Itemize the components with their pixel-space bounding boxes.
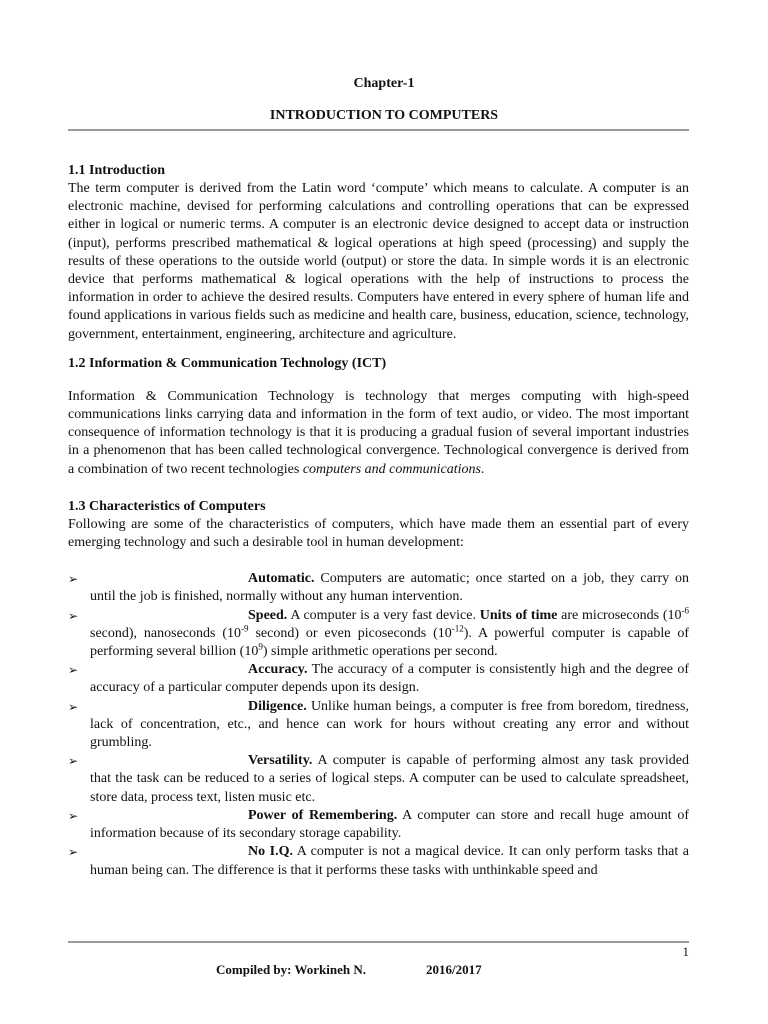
item-text: second) or even picoseconds (10 [255,625,452,641]
superscript: -9 [241,623,249,634]
section-introduction [68,162,689,344]
item-text: second), nanoseconds (10 [90,625,242,641]
item-text: ) simple arithmetic operations per second. [262,644,498,660]
list-item [68,843,689,879]
arrow-bullet-icon: ➢ [68,808,79,823]
item-term: Diligence. [248,698,307,714]
item-text: A computer is not a magical device. It can only perform tasks that a human being can. The difference is that it performs these tasks with unthinkable speed and [90,844,690,878]
item-term: Accuracy. [248,662,308,678]
footer-credits [216,962,482,978]
paragraph-text-end: . [480,461,485,477]
characteristics-list [68,570,689,879]
item-text: are microseconds (10 [561,607,682,623]
compiled-by: Compiled by: Workineh N. [216,962,367,977]
section-heading: 1.3 Characteristics of Computers [68,498,266,514]
item-text: A computer is a very fast device. [290,607,476,623]
superscript: 9 [258,641,263,652]
arrow-bullet-icon: ➢ [68,754,79,769]
item-text: Computers are automatic; once started on a job, they carry on until the job is finished, normally without any human intervention. [90,571,690,605]
paragraph [68,388,689,479]
section-heading: 1.2 Information & Communication Technology (ICT) [68,355,387,371]
academic-year: 2016/2017 [426,962,482,977]
paragraph: Following are some of the characteristics of computers, which have made them an essential part of every emerging technology and such a desirable tool in human development: [68,516,689,551]
item-text: Unlike human beings, a computer is free from boredom, tiredness, lack of concentration, etc., and hence can work for hours without creating any error and without grumbling. [90,698,689,751]
item-text: ). A powerful computer is capable of performing several billion (10 [90,625,690,660]
list-item [68,807,689,843]
item-text: A computer is capable of performing almost any task provided that the task can be reduced to a series of logical steps. A computer can be used to calculate spreadsheet, store data, process text, listen music etc. [90,753,690,805]
paragraph: The term computer is derived from the Latin word ‘compute’ which means to calculate. A computer is an electronic machine, devised for performing calculations and controlling operations that can be expressed either in logical or numeric terms. A computer is an electronic device designed to accept data or instruction (input), performs prescribed mathematical & logical operations at high speed (processing) and supply the results of these operations to the outside world (output) or store the data. In simple words it is an electronic device that performs mathematical & logical operations with the help of instructions to process the information in order to achieve the desired results. Computers have entered in every sphere of human life and found applications in various fields such as medicine and health care, business, education, science, technology, government, entertainment, engineering, architecture and agriculture. [68,181,689,342]
paragraph-text: Information & Communication Technology is technology that merges computing with high-speed communications links carrying data and information in the form of text audio, or video. The most important consequence of information technology is that it is producing a gradual fusion of several important industries in a phenomenon that has been called technological convergence. Technological convergence is derived from a combination of two recent technologies [68,388,689,477]
footer-divider [68,941,689,943]
arrow-bullet-icon: ➢ [68,572,79,587]
item-term: No I.Q. [248,844,293,860]
item-term-units: Units of time [479,607,558,623]
item-term: Power of Remembering. [248,807,398,823]
list-item [68,752,689,807]
superscript: -12 [451,623,464,634]
list-item [68,607,689,662]
list-item [68,570,689,606]
item-text: The accuracy of a computer is consistently high and the degree of accuracy of a particular computer depends upon its design. [90,662,689,696]
section-heading: 1.1 Introduction [68,163,165,178]
arrow-bullet-icon: ➢ [68,699,79,714]
page-number: 1 [682,944,689,959]
item-term: Versatility. [248,753,313,769]
chapter-label: Chapter-1 [353,76,415,91]
item-term: Speed. [248,607,288,623]
section-ict [68,355,689,479]
page-title: INTRODUCTION TO COMPUTERS [269,108,499,123]
section-characteristics [68,498,689,880]
arrow-bullet-icon: ➢ [68,845,79,860]
emphasis-text: computers and communications [302,461,481,477]
header-divider [68,129,689,131]
list-item [68,661,689,697]
arrow-bullet-icon: ➢ [68,608,79,623]
list-item [68,698,689,753]
arrow-bullet-icon: ➢ [68,663,79,678]
item-term: Automatic. [248,571,315,587]
superscript: -6 [681,605,689,615]
document-body [68,162,689,880]
item-text: A computer can store and recall huge amount of information because of its secondary storage capability. [90,807,689,842]
